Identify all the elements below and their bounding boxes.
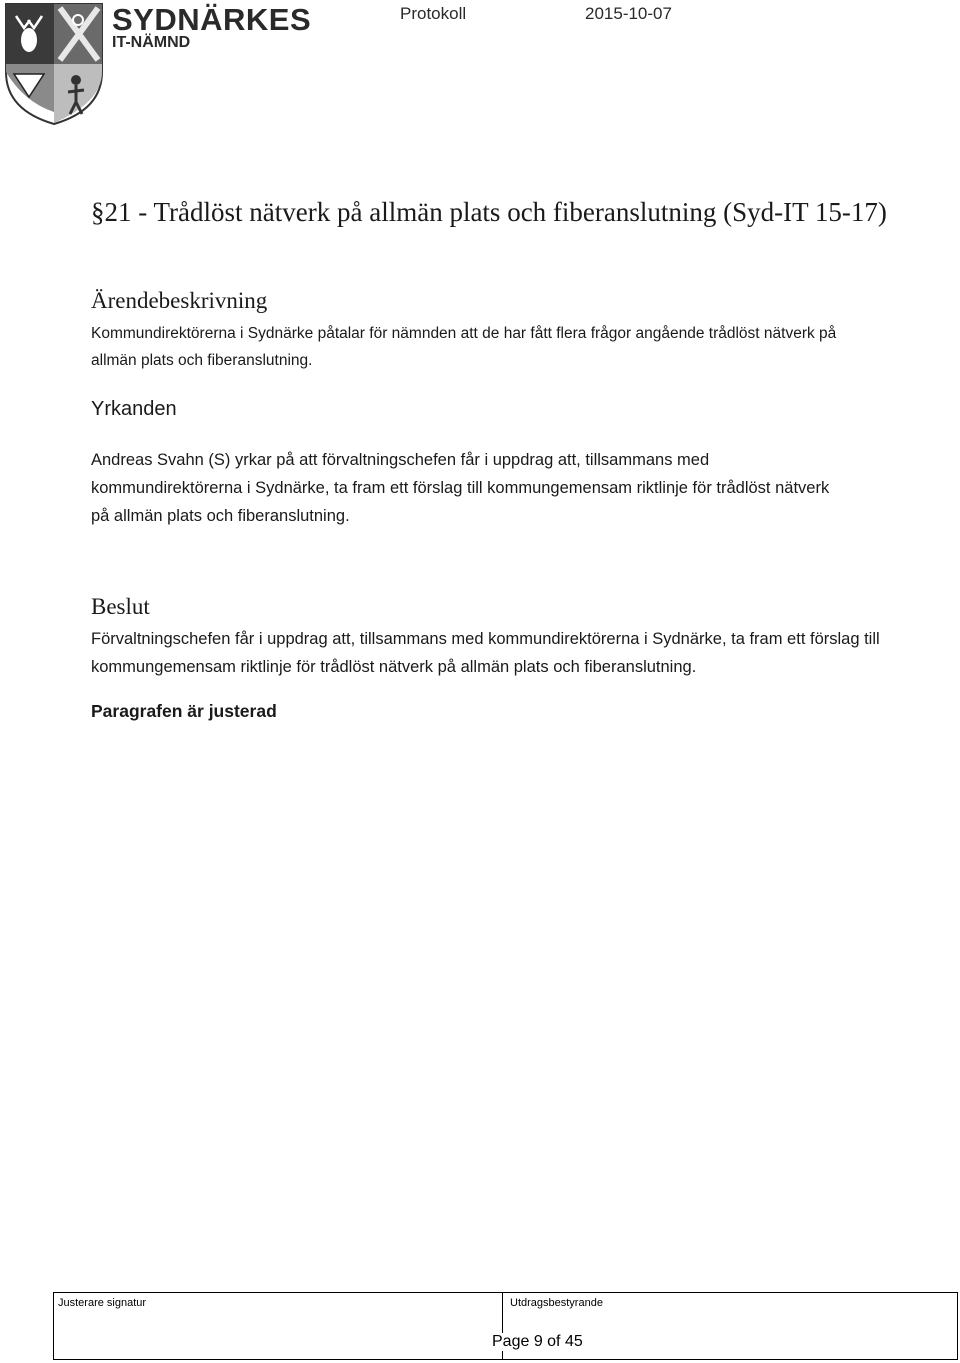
justerad-notice: Paragrafen är justerad (91, 701, 277, 721)
document-type: Protokoll (400, 4, 467, 23)
page-header (0, 0, 960, 130)
arende-heading: Ärendebeskrivning (91, 288, 268, 313)
beslut-text: Förvaltningschefen får i uppdrag att, tillsammans med kommundirektörerna i Sydnärke, ta fram ett förslag till kommungemensam riktlinje för trådlöst nätverk på allmän plats och fiberanslutning. (91, 630, 880, 676)
brand-subtitle: IT-NÄMND (112, 34, 191, 51)
yrkanden-heading: Yrkanden (91, 398, 177, 420)
signature-footer (53, 1292, 958, 1360)
justerare-signatur-label: Justerare signatur (58, 1297, 147, 1309)
arende-text: Kommundirektörerna i Sydnärke påtalar för nämnden att de har fått flera frågor angående trådlöst nätverk på allmän plats och fiberanslutning. (91, 325, 837, 369)
beslut-heading: Beslut (91, 594, 150, 619)
brand-name: SYDNÄRKES (112, 2, 312, 37)
coat-of-arms-logo (4, 2, 104, 126)
page-number: Page 9 of 45 (492, 1333, 583, 1350)
utdragsbestyrande-label: Utdragsbestyrande (510, 1297, 603, 1309)
section-title: §21 - Trådlöst nätverk på allmän plats och fiberanslutning (Syd-IT 15-17) (91, 197, 887, 227)
yrkanden-text: Andreas Svahn (S) yrkar på att förvaltningschefen får i uppdrag att, tillsammans med kommundirektörerna i Sydnärke, ta fram ett förslag till kommungemensam riktlinje för trådlöst nätverk på allmän plats och fiberanslutning. (91, 451, 830, 525)
document-date: 2015-10-07 (585, 4, 672, 23)
